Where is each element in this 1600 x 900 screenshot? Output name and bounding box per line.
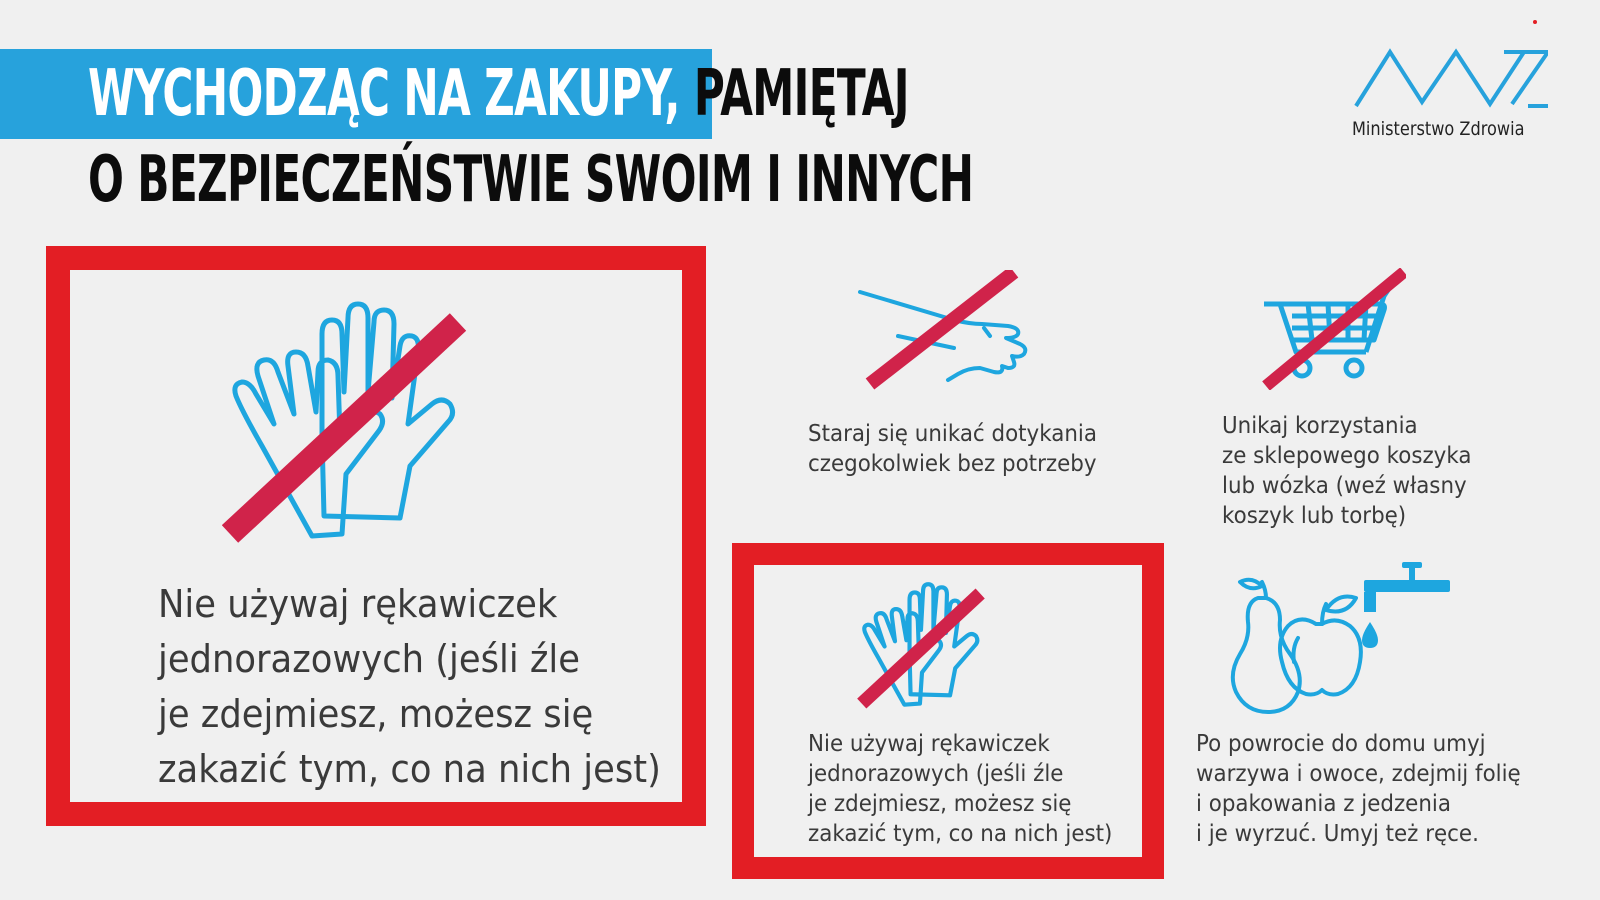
- gloves-tip-text-large: Nie używaj rękawiczek jednorazowych (jeśli źle je zdejmiesz, możesz się zakazić tym, co na nich jest): [158, 582, 661, 791]
- title-highlight-text: WYCHODZĄC NA ZAKUPY,: [88, 57, 680, 131]
- cart-tip-text: Unikaj korzystania ze sklepowego koszyka lub wózka (weź własny koszyk lub torbę): [1222, 413, 1472, 529]
- fruit-and-tap-icon: [1226, 562, 1450, 714]
- decorative-dot: [1533, 20, 1537, 24]
- title-rest-text: PAMIĘTAJ: [679, 57, 909, 131]
- shopping-cart-crossed-icon: [1262, 268, 1406, 390]
- hand-touch-crossed-icon: [858, 270, 1038, 392]
- gloves-crossed-icon-small: [850, 580, 994, 714]
- touch-tip-text: Staraj się unikać dotykania czegokolwiek bez potrzeby: [808, 421, 1097, 477]
- logo-text: Ministerstwo Zdrowia: [1352, 118, 1525, 140]
- page-title-line-2: O BEZPIECZEŃSTWIE SWOIM I INNYCH: [88, 143, 974, 217]
- wash-tip-text: Po powrocie do domu umyj warzywa i owoce, zdejmij folię i opakowania z jedzenia i je wyrzuć. Umyj też ręce.: [1196, 731, 1521, 847]
- page-title-line-1: [88, 56, 909, 132]
- gloves-crossed-icon: [222, 296, 470, 554]
- gloves-tip-text-small: Nie używaj rękawiczek jednorazowych (jeśli źle je zdejmiesz, możesz się zakazić tym, co na nich jest): [808, 731, 1113, 847]
